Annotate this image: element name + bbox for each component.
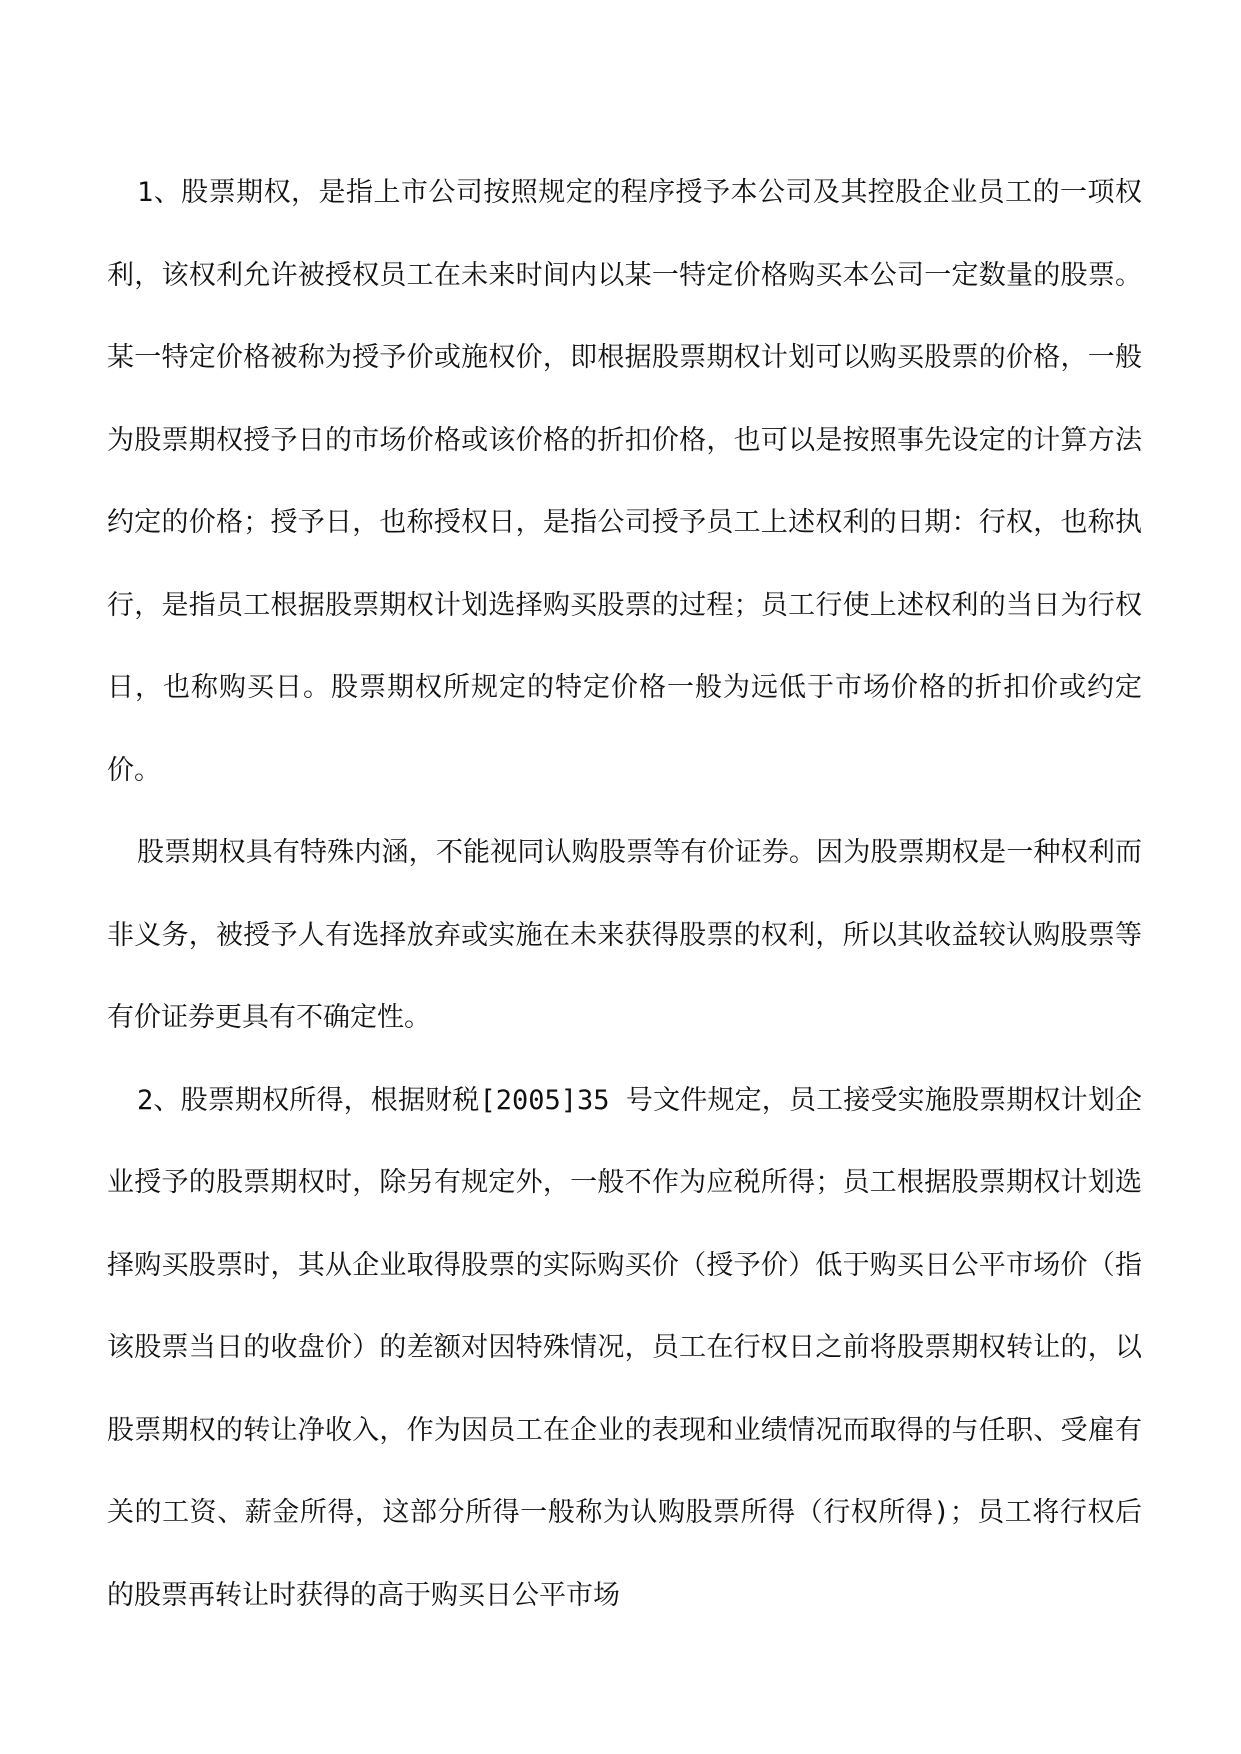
paragraph-stock-option-income: 2、股票期权所得，根据财税[2005]35 号文件规定，员工接受实施股票期权计划企业授予的股票期权时，除另有规定外，一般不作为应税所得；员工根据股票期权计划选择购买股票时，其从企业取得股票的实际购买价（授予价）低于购买日公平市场价（指该股票当日的收盘价）的差额对因特殊情况，员工在行权日之前将股票期权转让的，以股票期权的转让净收入，作为因员工在企业的表现和业绩情况而取得的与任职、受雇有关的工资、薪金所得，这部分所得一般称为认购股票所得（行权所得)；员工将行权后的股票再转让时获得的高于购买日公平市场 [107, 1084, 1142, 1611]
paragraph-stock-option-definition: 1、股票期权，是指上市公司按照规定的程序授予本公司及其控股企业员工的一项权利，该权利允许被授权员工在未来时间内以某一特定价格购买本公司一定数量的股票。某一特定价格被称为授予价或施权价，即根据股票期权计划可以购买股票的价格，一般为股票期权授予日的市场价格或该价格的折扣价格，也可以是按照事先设定的计算方法约定的价格；授予日，也称授权日，是指公司授予员工上述权利的日期：行权，也称执行，是指员工根据股票期权计划选择购买股票的过程；员工行使上述权利的当日为行权日，也称购买日。股票期权所规定的特定价格一般为远低于市场价格的折扣价或约定价。 [107, 177, 1142, 786]
document-body [107, 152, 1142, 1637]
paragraph-stock-option-nature: 股票期权具有特殊内涵，不能视同认购股票等有价证券。因为股票期权是一种权利而非义务，被授予人有选择放弃或实施在未来获得股票的权利，所以其收益较认购股票等有价证券更具有不确定性。 [107, 837, 1142, 1033]
